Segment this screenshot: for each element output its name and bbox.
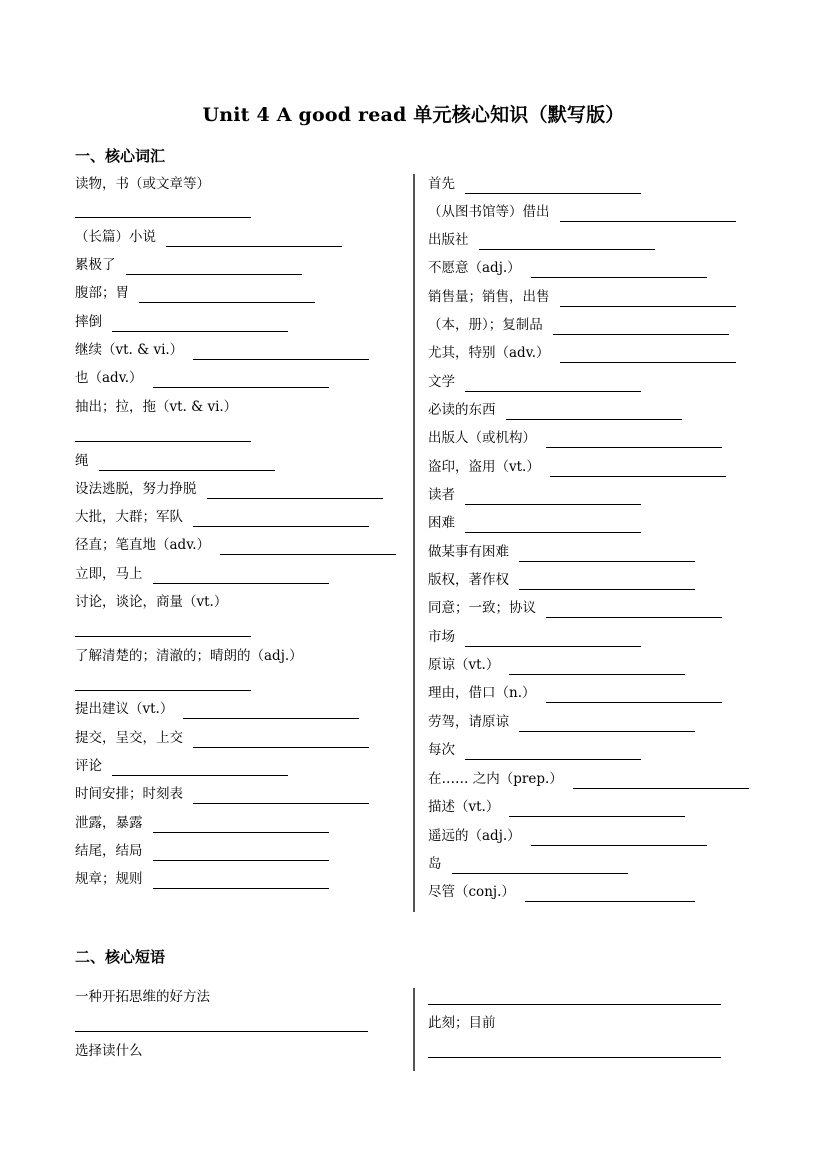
vocab-label: 市场 [428, 629, 455, 645]
vocab-item [75, 841, 329, 861]
vocab-item [75, 699, 359, 719]
vocab-item [428, 202, 736, 222]
answer-blank[interactable] [519, 574, 695, 590]
answer-blank[interactable] [509, 659, 685, 675]
vocab-item [428, 287, 736, 307]
vocab-item [75, 255, 302, 275]
vocab-label: 绳 [75, 453, 89, 469]
answer-blank[interactable] [428, 1057, 721, 1058]
answer-blank[interactable] [531, 262, 707, 278]
vocab-label: （从图书馆等）借出 [428, 204, 550, 220]
vocab-label: 立即，马上 [75, 566, 143, 582]
vocab-label: 出版社 [428, 232, 469, 248]
vocab-item [428, 400, 682, 420]
vocab-label: 在…… 之内（prep.） [428, 771, 563, 787]
vocab-label: 时间安排；时刻表 [75, 786, 183, 802]
section-heading-phrases: 二、核心短语 [75, 948, 166, 966]
vocab-label: 首先 [428, 176, 455, 192]
vocab-item [75, 728, 369, 748]
answer-blank[interactable] [75, 217, 251, 218]
page-title: Unit 4 A good read 单元核心知识（默写版） [202, 104, 625, 126]
vocab-item [75, 312, 288, 332]
answer-blank[interactable] [207, 483, 383, 499]
answer-blank[interactable] [153, 372, 329, 388]
answer-blank[interactable] [99, 455, 275, 471]
vocab-item [428, 174, 641, 194]
vocab-label: 不愿意（adj.） [428, 260, 521, 276]
answer-blank[interactable] [452, 858, 628, 874]
vocab-label: 盗印，盗用（vt.） [428, 459, 540, 475]
answer-blank[interactable] [546, 602, 722, 618]
section-heading-vocabulary: 一、核心词汇 [75, 147, 166, 165]
vocab-item [75, 174, 210, 194]
answer-blank[interactable] [519, 546, 695, 562]
vocab-label: （长篇）小说 [75, 229, 156, 245]
answer-blank[interactable] [560, 291, 736, 307]
vocab-label: 评论 [75, 758, 102, 774]
vocab-label: 抽出；拉，拖（vt. & vi.） [75, 399, 238, 415]
vocab-item [428, 598, 722, 618]
vocab-item [428, 485, 641, 505]
vocab-item [428, 542, 695, 562]
vocab-label: 提出建议（vt.） [75, 701, 174, 717]
vocab-label: 文学 [428, 374, 455, 390]
vocab-item [428, 230, 655, 250]
vocab-label: 版权，著作权 [428, 572, 509, 588]
answer-blank[interactable] [519, 716, 695, 732]
answer-blank[interactable] [546, 432, 722, 448]
vocab-item [428, 258, 707, 278]
answer-blank[interactable] [75, 636, 251, 637]
vocab-item [428, 854, 628, 874]
vocab-item [428, 797, 685, 817]
answer-blank[interactable] [153, 845, 329, 861]
vocab-item [75, 813, 329, 833]
vocab-label: 了解清楚的；清澈的；晴朗的（adj.） [75, 648, 303, 664]
vocab-item [75, 564, 329, 584]
vocab-item [428, 769, 749, 789]
vocab-label: 结尾，结局 [75, 843, 143, 859]
vocab-item [75, 340, 369, 360]
phrase-label: 选择读什么 [75, 1043, 143, 1059]
answer-blank[interactable] [153, 568, 329, 584]
vocab-label: 原谅（vt.） [428, 657, 500, 673]
column-divider [413, 174, 415, 912]
vocab-label: 讨论，谈论，商量（vt.） [75, 594, 228, 610]
vocab-item [75, 869, 329, 889]
answer-blank[interactable] [560, 347, 736, 363]
vocab-item [75, 507, 369, 527]
vocab-label: 困难 [428, 515, 455, 531]
answer-blank[interactable] [153, 817, 329, 833]
answer-blank[interactable] [153, 873, 329, 889]
answer-blank[interactable] [428, 1004, 721, 1005]
answer-blank[interactable] [75, 441, 251, 442]
vocab-item [75, 592, 227, 612]
vocab-item [428, 570, 695, 590]
vocab-item [428, 655, 685, 675]
vocab-item [428, 315, 729, 335]
answer-blank[interactable] [465, 376, 641, 392]
vocab-label: 提交，呈交，上交 [75, 730, 183, 746]
answer-blank[interactable] [193, 511, 369, 527]
vocab-item [75, 368, 329, 388]
vocab-label: 设法逃脱，努力挣脱 [75, 481, 197, 497]
vocab-label: 岛 [428, 856, 442, 872]
vocab-label: 规章；规则 [75, 871, 143, 887]
vocab-item [75, 451, 275, 471]
vocab-label: 大批，大群；军队 [75, 509, 183, 525]
vocab-label: 尽管（conj.） [428, 884, 515, 900]
vocab-item [428, 627, 641, 647]
vocab-item [75, 283, 315, 303]
answer-blank[interactable] [465, 178, 641, 194]
answer-blank[interactable] [525, 886, 695, 902]
answer-blank[interactable] [573, 773, 749, 789]
vocab-item [75, 227, 342, 247]
answer-blank[interactable] [506, 404, 682, 420]
answer-blank[interactable] [139, 287, 315, 303]
answer-blank[interactable] [220, 539, 396, 555]
vocab-label: 尤其，特别（adv.） [428, 345, 550, 361]
answer-blank[interactable] [193, 732, 369, 748]
answer-blank[interactable] [479, 234, 655, 250]
answer-blank[interactable] [75, 690, 251, 691]
answer-blank[interactable] [546, 687, 722, 703]
answer-blank[interactable] [531, 830, 707, 846]
vocab-item [428, 683, 722, 703]
vocab-label: 描述（vt.） [428, 799, 500, 815]
vocab-label: 理由，借口（n.） [428, 685, 536, 701]
vocab-item [428, 343, 736, 363]
vocab-item [428, 428, 722, 448]
answer-blank[interactable] [126, 259, 302, 275]
vocab-label: 销售量；销售，出售 [428, 289, 550, 305]
answer-blank[interactable] [193, 788, 369, 804]
vocab-item [75, 535, 396, 555]
answer-blank[interactable] [509, 801, 685, 817]
vocab-item [75, 397, 237, 417]
vocab-label: 继续（vt. & vi.） [75, 342, 184, 358]
vocab-item [75, 646, 303, 666]
answer-blank[interactable] [465, 517, 641, 533]
answer-blank[interactable] [75, 1031, 368, 1032]
vocab-item [428, 826, 707, 846]
vocab-label: 累极了 [75, 257, 116, 273]
phrase-label: 此刻；目前 [428, 1015, 496, 1031]
answer-blank[interactable] [465, 631, 641, 647]
answer-blank[interactable] [166, 231, 342, 247]
vocab-label: 做某事有困难 [428, 544, 509, 560]
vocab-label: 出版人（或机构） [428, 430, 536, 446]
vocab-item [428, 882, 695, 902]
vocab-item [428, 372, 641, 392]
answer-blank[interactable] [465, 744, 641, 760]
vocab-item [428, 712, 695, 732]
vocab-label: 读物，书（或文章等） [75, 176, 210, 192]
column-divider-phrases [413, 988, 415, 1071]
vocab-item [428, 457, 726, 477]
vocab-label: 劳驾，请原谅 [428, 714, 509, 730]
vocab-item [75, 784, 369, 804]
answer-blank[interactable] [465, 489, 641, 505]
answer-blank[interactable] [193, 344, 369, 360]
answer-blank[interactable] [550, 461, 726, 477]
answer-blank[interactable] [553, 319, 729, 335]
vocab-label: （本，册）；复制品 [428, 317, 543, 333]
vocab-label: 同意；一致；协议 [428, 600, 536, 616]
vocab-label: 读者 [428, 487, 455, 503]
vocab-item [75, 756, 288, 776]
vocab-label: 也（adv.） [75, 370, 143, 386]
vocab-label: 泄露，暴露 [75, 815, 143, 831]
vocab-item [75, 479, 383, 499]
vocab-item [428, 513, 641, 533]
vocab-label: 必读的东西 [428, 402, 496, 418]
vocab-label: 腹部；胃 [75, 285, 129, 301]
answer-blank[interactable] [183, 703, 359, 719]
vocab-label: 摔倒 [75, 314, 102, 330]
vocab-label: 遥远的（adj.） [428, 828, 521, 844]
answer-blank[interactable] [112, 316, 288, 332]
vocab-item [428, 740, 641, 760]
vocab-label: 每次 [428, 742, 455, 758]
phrase-label: 一种开拓思维的好方法 [75, 989, 210, 1005]
vocab-label: 径直；笔直地（adv.） [75, 537, 211, 553]
answer-blank[interactable] [560, 206, 736, 222]
answer-blank[interactable] [112, 760, 288, 776]
